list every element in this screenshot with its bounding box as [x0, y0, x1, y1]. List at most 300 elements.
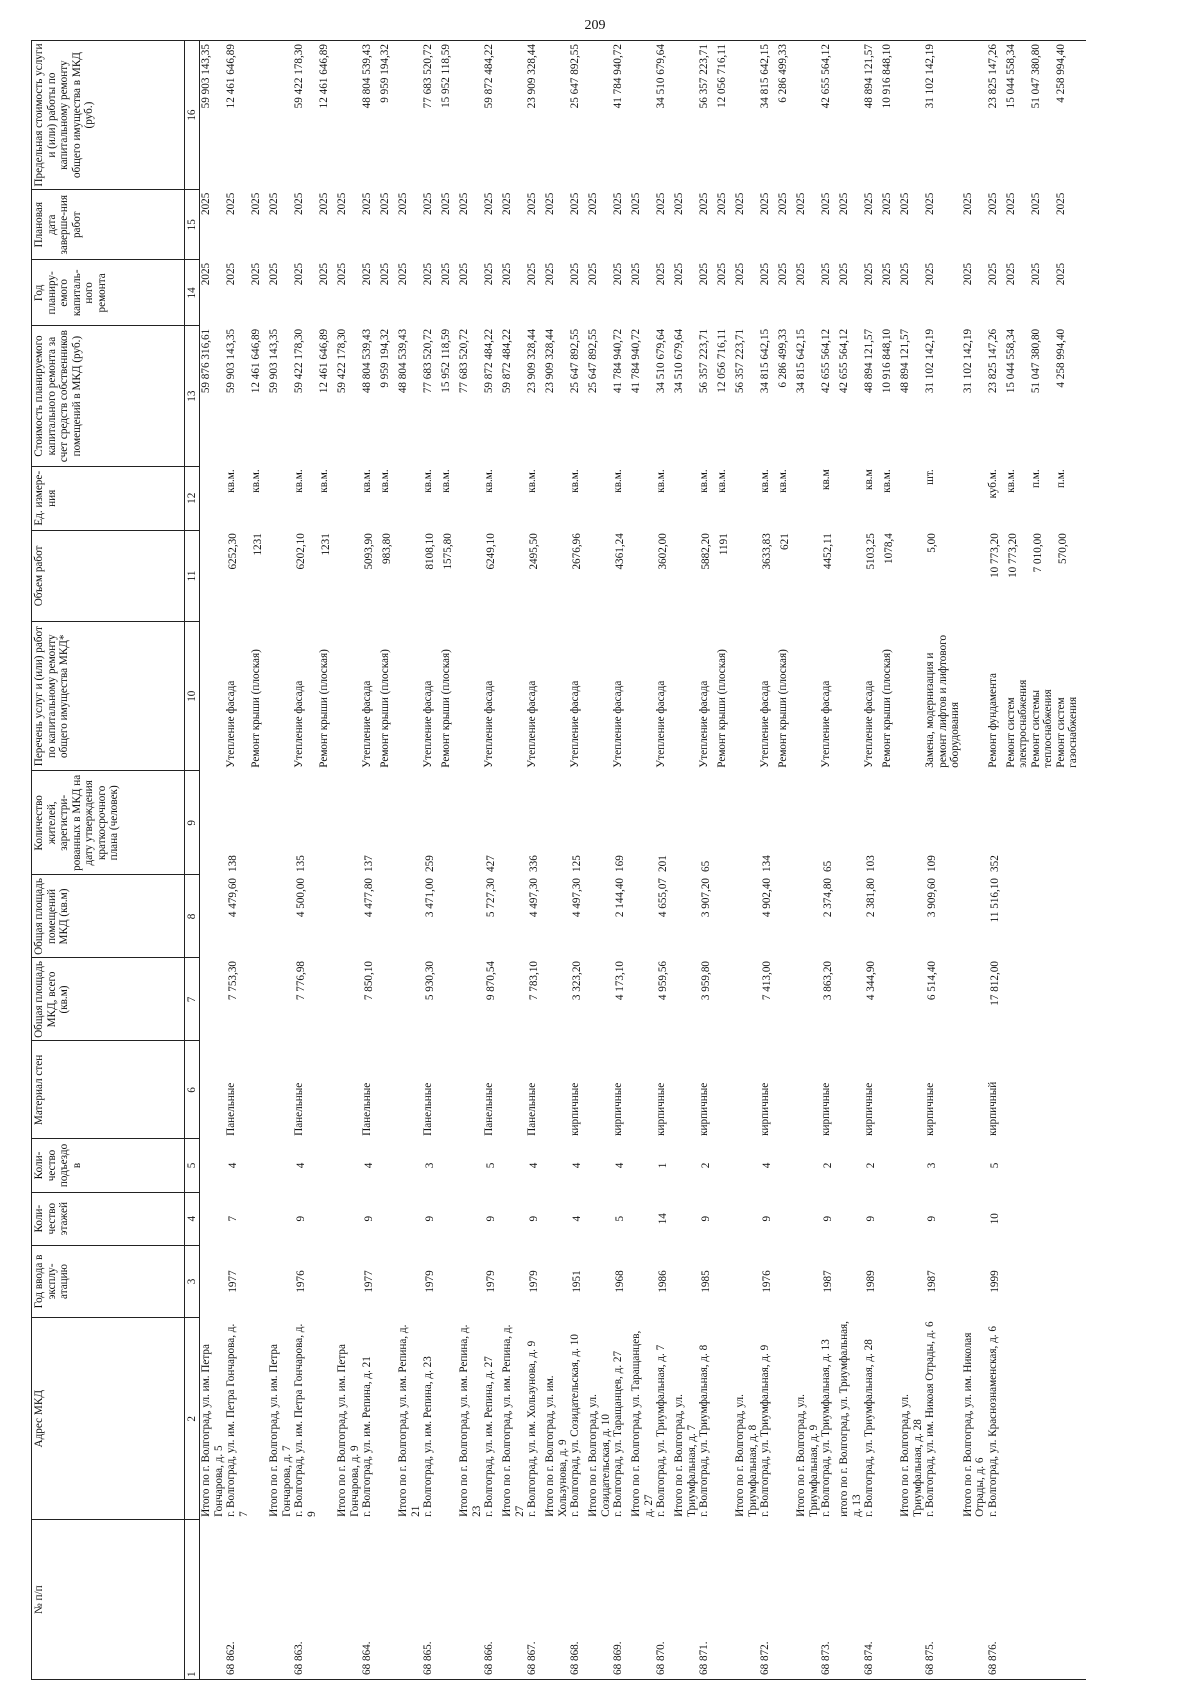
work-unit: кв.м. — [440, 469, 453, 493]
subtotal-row — [587, 41, 612, 1680]
floors-count: 9 — [865, 1215, 878, 1222]
subtotal-cost: 48 894 121,57 — [899, 328, 911, 394]
empty-cell — [200, 1245, 226, 1317]
wall-material: Панельные — [526, 1082, 539, 1136]
wall-material: кирпичные — [698, 1082, 711, 1136]
premises-area: 4 497,30 — [528, 877, 541, 918]
empty-cell — [200, 875, 226, 958]
empty-cell — [268, 622, 293, 771]
empty-cell — [336, 958, 361, 1041]
subtotal-row — [544, 41, 569, 1680]
subtotal-repair-year: 2025 — [458, 262, 471, 286]
house-row — [924, 41, 962, 1680]
wall-material: кирпичные — [759, 1082, 772, 1136]
empty-cell — [630, 1245, 655, 1317]
subtotal-cost-limit — [544, 41, 569, 190]
empty-cell — [962, 530, 987, 622]
subtotal-repair-year: 2025 — [200, 262, 212, 286]
column-number: 1 — [185, 1520, 200, 1680]
subtotal-number-cell — [458, 1520, 483, 1680]
empty-cell — [777, 958, 795, 1041]
work-cost: 31 102 142,19 — [924, 328, 937, 394]
empty-cell — [200, 622, 226, 771]
work-cost: 25 647 892,55 — [569, 328, 582, 394]
work-name: Утепление фасада — [698, 680, 711, 768]
subtotal-cost-limit — [795, 41, 820, 190]
work-unit: шт. — [924, 469, 937, 485]
empty-cell — [777, 1192, 795, 1245]
house-row — [612, 41, 630, 1680]
subtotal-address: Итого по г. Волгоград, ул. им. Репина, д. 23 — [458, 1324, 483, 1517]
subtotal-number-cell — [397, 1520, 422, 1680]
work-name: Ремонт крыши (плоская) — [379, 649, 392, 768]
work-completion-date: 2025 — [612, 192, 625, 215]
empty-cell — [397, 1245, 422, 1317]
house-work-row — [777, 41, 795, 1680]
subtotal-repair-year: 2025 — [501, 262, 514, 286]
empty-cell — [1030, 771, 1055, 875]
empty-cell — [881, 1192, 899, 1245]
house-row — [526, 41, 544, 1680]
empty-cell — [777, 1041, 795, 1139]
subtotal-number-cell — [734, 1520, 759, 1680]
empty-cell — [440, 1318, 458, 1520]
work-completion-date: 2025 — [440, 192, 453, 215]
work-cost-limit: 12 461 646,89 — [225, 41, 250, 190]
residents-count: 169 — [614, 855, 627, 872]
work-repair-year: 2025 — [526, 262, 539, 286]
empty-cell — [716, 1318, 734, 1520]
subtotal-row — [268, 41, 293, 1680]
empty-cell — [734, 1139, 759, 1192]
empty-cell — [1005, 1192, 1030, 1245]
column-number: 11 — [185, 530, 200, 622]
work-cost: 15 952 118,59 — [440, 328, 453, 393]
year-built: 1987 — [822, 1270, 835, 1293]
header-cost: Стоимость планируемого капитального ремонта за счет средств собственников помещений в МКД (руб.) — [32, 326, 185, 466]
year-built: 1976 — [295, 1270, 308, 1293]
empty-cell — [440, 771, 458, 875]
header-year-built: Год ввода в эксплу-атацию — [32, 1245, 185, 1317]
house-address: г. Волгоград, ул. им. Репина, д. 27 — [483, 1356, 496, 1517]
column-number: 4 — [185, 1192, 200, 1245]
subtotal-number-cell — [336, 1520, 361, 1680]
work-completion-date: 2025 — [716, 192, 729, 215]
subtotal-cost: 31 102 142,19 — [961, 328, 974, 394]
empty-cell — [795, 1041, 820, 1139]
empty-cell — [544, 1041, 569, 1139]
work-cost-limit: 6 286 499,33 — [777, 41, 795, 190]
work-repair-year: 2025 — [440, 262, 453, 286]
empty-cell — [673, 1245, 698, 1317]
residents-count: 103 — [865, 855, 878, 872]
house-address: г. Волгоград, ул. Триумфальная, д. 8 — [698, 1344, 711, 1517]
empty-cell — [587, 1192, 612, 1245]
empty-cell — [899, 466, 924, 530]
work-cost: 12 461 646,89 — [318, 328, 331, 394]
empty-cell — [630, 1192, 655, 1245]
empty-cell — [318, 1041, 336, 1139]
empty-cell — [838, 875, 863, 958]
empty-cell — [1055, 875, 1086, 958]
empty-cell — [838, 771, 863, 875]
empty-cell — [336, 875, 361, 958]
work-unit: кв.м. — [293, 469, 306, 493]
row-number: 68 862. — [225, 1520, 250, 1680]
header-volume: Объем работ — [32, 530, 185, 622]
premises-area: 3 471,00 — [424, 877, 437, 918]
empty-cell — [899, 958, 924, 1041]
empty-cell — [716, 1041, 734, 1139]
work-cost: 59 872 484,22 — [483, 328, 496, 394]
empty-cell — [544, 530, 569, 622]
entrances-count: 3 — [926, 1162, 939, 1169]
empty-cell — [379, 771, 397, 875]
house-address: г. Волгоград, ул. Краснознаменская, д. 6 — [986, 1326, 999, 1517]
empty-cell — [777, 1520, 795, 1680]
entrances-count: 5 — [485, 1162, 498, 1169]
floors-count: 9 — [424, 1215, 437, 1222]
entrances-count: 2 — [700, 1162, 713, 1169]
work-cost-limit: 34 815 642,15 — [759, 41, 777, 190]
work-repair-year: 2025 — [716, 262, 729, 286]
empty-cell — [716, 958, 734, 1041]
empty-cell — [838, 1245, 863, 1317]
floors-count: 5 — [614, 1215, 627, 1222]
work-cost-limit: 15 952 118,59 — [440, 41, 458, 190]
row-number: 68 874. — [863, 1520, 881, 1680]
empty-cell — [1030, 1245, 1055, 1317]
work-unit: кв.м. — [361, 469, 374, 493]
house-row — [569, 41, 587, 1680]
work-completion-date: 2025 — [698, 192, 711, 215]
column-number: 14 — [185, 260, 200, 326]
column-number: 2 — [185, 1318, 200, 1520]
work-unit: кв.м. — [526, 469, 539, 493]
empty-cell — [379, 1318, 397, 1520]
subtotal-cost-limit — [268, 41, 293, 190]
empty-cell — [716, 1520, 734, 1680]
empty-cell — [379, 1192, 397, 1245]
subtotal-address: Итого по г. Волгоград, ул. Созидательская, д. 10 — [587, 1394, 612, 1517]
empty-cell — [318, 958, 336, 1041]
total-area: 7 413,00 — [761, 960, 774, 1001]
empty-cell — [962, 1041, 987, 1139]
residents-count: 125 — [571, 855, 584, 872]
subtotal-repair-year: 2025 — [587, 262, 600, 286]
total-area: 6 514,40 — [926, 960, 939, 1001]
work-repair-year: 2025 — [361, 262, 374, 286]
empty-cell — [630, 958, 655, 1041]
empty-cell — [899, 771, 924, 875]
empty-cell — [716, 771, 734, 875]
empty-cell — [734, 1192, 759, 1245]
empty-cell — [881, 1041, 899, 1139]
floors-count: 9 — [295, 1215, 308, 1222]
subtotal-address: Итого по г. Волгоград, ул. Триумфальная, д. 28 — [899, 1394, 924, 1517]
work-completion-date: 2025 — [293, 192, 306, 215]
work-unit: п.м. — [1029, 469, 1042, 488]
total-area: 9 870,54 — [485, 960, 498, 1001]
empty-cell — [734, 875, 759, 958]
subtotal-completion-date: 2025 — [397, 192, 410, 215]
house-row — [422, 41, 440, 1680]
empty-cell — [673, 466, 698, 530]
subtotal-number-cell — [838, 1520, 863, 1680]
work-completion-date: 2025 — [863, 192, 876, 215]
wall-material: Панельные — [225, 1082, 238, 1136]
empty-cell — [200, 1192, 226, 1245]
empty-cell — [673, 1139, 698, 1192]
work-name: Ремонт системы теплоснабжения — [1029, 689, 1055, 768]
empty-cell — [673, 958, 698, 1041]
empty-cell — [777, 1139, 795, 1192]
empty-cell — [962, 466, 987, 530]
residents-count: 137 — [363, 855, 376, 872]
empty-cell — [716, 1139, 734, 1192]
entrances-count: 4 — [363, 1162, 376, 1169]
empty-cell — [881, 771, 899, 875]
page-number: 209 — [584, 18, 606, 33]
empty-cell — [881, 1139, 899, 1192]
house-row — [820, 41, 838, 1680]
empty-cell — [899, 1139, 924, 1192]
empty-cell — [250, 1192, 268, 1245]
subtotal-row — [734, 41, 759, 1680]
work-cost: 59 903 143,35 — [225, 328, 238, 394]
work-name: Утепление фасада — [526, 680, 539, 768]
work-completion-date: 2025 — [759, 192, 772, 215]
empty-cell — [630, 771, 655, 875]
work-volume: 983,80 — [381, 533, 394, 564]
residents-count: 201 — [657, 855, 670, 872]
work-volume: 7 010,00 — [1031, 533, 1044, 573]
empty-cell — [544, 771, 569, 875]
empty-cell — [630, 1041, 655, 1139]
work-name: Утепление фасада — [655, 680, 668, 768]
subtotal-address: Итого по г. Волгоград, ул. им. Репина, д. 21 — [397, 1324, 422, 1517]
empty-cell — [397, 1139, 422, 1192]
subtotal-cost-limit — [397, 41, 422, 190]
work-name: Утепление фасада — [483, 680, 496, 768]
empty-cell — [440, 1041, 458, 1139]
empty-cell — [1030, 1139, 1055, 1192]
empty-cell — [318, 1192, 336, 1245]
empty-cell — [881, 1245, 899, 1317]
entrances-count: 2 — [865, 1162, 878, 1169]
subtotal-repair-year: 2025 — [268, 262, 281, 286]
work-repair-year: 2025 — [483, 262, 496, 286]
total-area: 7 850,10 — [363, 960, 376, 1001]
subtotal-completion-date: 2025 — [899, 192, 911, 215]
column-number: 12 — [185, 466, 200, 530]
work-cost: 12 056 716,11 — [716, 328, 729, 393]
premises-area: 3 907,20 — [700, 877, 713, 918]
work-unit: кв.м. — [422, 469, 435, 493]
work-cost-limit: 25 647 892,55 — [569, 41, 587, 190]
empty-cell — [440, 1192, 458, 1245]
empty-cell — [544, 958, 569, 1041]
column-number: 16 — [185, 41, 200, 190]
year-built: 1979 — [528, 1270, 541, 1293]
empty-cell — [250, 1520, 268, 1680]
house-work-row — [716, 41, 734, 1680]
empty-cell — [318, 771, 336, 875]
house-address: г. Волгоград, ул. Триумфальная, д. 9 — [759, 1344, 772, 1517]
subtotal-repair-year: 2025 — [899, 262, 911, 286]
subtotal-number-cell — [795, 1520, 820, 1680]
subtotal-cost-limit — [587, 41, 612, 190]
house-address: г. Волгоград, ул. им. Никоая Отрады, д. 6 — [924, 1321, 937, 1517]
house-address: г. Волгоград, ул. им. Хользунова, д. 9 — [526, 1340, 539, 1517]
subtotal-repair-year: 2025 — [961, 262, 974, 286]
subtotal-address: Итого по г. Волгоград, ул. Таращанцев, д. 27 — [630, 1330, 655, 1517]
work-volume: 5,00 — [926, 533, 939, 553]
work-cost-limit: 48 894 121,57 — [863, 41, 881, 190]
empty-cell — [1055, 1520, 1086, 1680]
empty-cell — [962, 875, 987, 958]
empty-cell — [716, 1245, 734, 1317]
floors-count: 10 — [988, 1213, 1001, 1225]
work-volume: 4361,24 — [614, 533, 627, 570]
empty-cell — [501, 1192, 526, 1245]
subtotal-address: Итого по г. Волгоград, ул. им. Репина, д. 27 — [501, 1324, 526, 1517]
entrances-count: 4 — [528, 1162, 541, 1169]
work-cost-limit: 59 872 484,22 — [483, 41, 501, 190]
work-cost-limit: 51 047 380,80 — [1030, 41, 1055, 190]
floors-count: 9 — [485, 1215, 498, 1222]
row-number: 68 864. — [361, 1520, 379, 1680]
subtotal-cost: 48 804 539,43 — [397, 328, 410, 394]
empty-cell — [1005, 771, 1030, 875]
empty-cell — [734, 530, 759, 622]
work-volume: 1231 — [320, 533, 333, 556]
house-row — [987, 41, 1005, 1680]
residents-count: 427 — [485, 855, 498, 872]
wall-material: Панельные — [483, 1082, 496, 1136]
empty-cell — [397, 1041, 422, 1139]
work-name: Утепление фасада — [225, 680, 238, 768]
empty-cell — [899, 622, 924, 771]
wall-material: кирпичные — [863, 1082, 876, 1136]
empty-cell — [268, 958, 293, 1041]
subtotal-repair-year: 2025 — [544, 262, 557, 286]
work-name: Утепление фасада — [863, 680, 876, 768]
premises-area: 3 909,60 — [926, 877, 939, 918]
empty-cell — [501, 1139, 526, 1192]
subtotal-number-cell — [962, 1520, 987, 1680]
empty-cell — [501, 1041, 526, 1139]
empty-cell — [962, 1245, 987, 1317]
subtotal-row — [962, 41, 987, 1680]
residents-count: 134 — [761, 855, 774, 872]
work-volume: 621 — [779, 533, 792, 550]
header-row — [32, 41, 185, 1680]
entrances-count: 3 — [424, 1162, 437, 1169]
subtotal-number-cell — [587, 1520, 612, 1680]
empty-cell — [587, 1245, 612, 1317]
row-number: 68 868. — [569, 1520, 587, 1680]
house-work-row — [440, 41, 458, 1680]
work-repair-year: 2025 — [698, 262, 711, 286]
work-repair-year: 2025 — [986, 262, 999, 286]
empty-cell — [397, 466, 422, 530]
empty-cell — [1005, 875, 1030, 958]
empty-cell — [501, 958, 526, 1041]
total-area: 3 863,20 — [822, 960, 835, 1001]
wall-material: Панельные — [361, 1082, 374, 1136]
empty-cell — [1030, 875, 1055, 958]
work-repair-year: 2025 — [820, 262, 833, 286]
work-cost: 10 916 848,10 — [881, 328, 894, 394]
subtotal-completion-date: 2025 — [961, 192, 974, 215]
column-number: 3 — [185, 1245, 200, 1317]
empty-cell — [1005, 958, 1030, 1041]
subtotal-cost-limit: 59 903 143,35 — [200, 41, 226, 190]
header-completion-date: Плановая дата заверше-ния работ — [32, 190, 185, 260]
subtotal-cost-limit — [630, 41, 655, 190]
floors-count: 4 — [571, 1215, 584, 1222]
work-cost: 48 894 121,57 — [863, 328, 876, 394]
empty-cell — [1055, 1318, 1086, 1520]
subtotal-completion-date: 2025 — [200, 192, 212, 215]
residents-count: 65 — [822, 860, 835, 872]
work-name: Ремонт систем газоснабжения — [1054, 696, 1080, 768]
empty-cell — [336, 771, 361, 875]
empty-cell — [250, 875, 268, 958]
subtotal-repair-year: 2025 — [795, 262, 808, 286]
subtotal-row — [630, 41, 655, 1680]
house-address: г. Волгоград, ул. им. Репина, д. 21 — [361, 1356, 374, 1517]
header-total-area: Общая площадь МКД, всего (кв.м) — [32, 958, 185, 1041]
empty-cell — [962, 1192, 987, 1245]
empty-cell — [440, 1245, 458, 1317]
work-volume: 3602,00 — [657, 533, 670, 570]
house-row — [863, 41, 881, 1680]
empty-cell — [379, 1139, 397, 1192]
empty-cell — [1055, 1192, 1086, 1245]
house-work-row — [1030, 41, 1055, 1680]
empty-cell — [962, 958, 987, 1041]
work-volume: 6252,30 — [227, 533, 240, 570]
column-number: 15 — [185, 190, 200, 260]
empty-cell — [881, 875, 899, 958]
empty-cell — [587, 771, 612, 875]
work-name: Утепление фасада — [293, 680, 306, 768]
empty-cell — [336, 1041, 361, 1139]
subtotal-cost: 25 647 892,55 — [587, 328, 600, 394]
year-built: 1977 — [363, 1270, 376, 1293]
empty-cell — [587, 1139, 612, 1192]
house-row — [759, 41, 777, 1680]
header-unit: Ед. измере-ния — [32, 466, 185, 530]
work-repair-year: 2025 — [318, 262, 331, 286]
work-unit: кв.м. — [569, 469, 582, 493]
empty-cell — [734, 466, 759, 530]
empty-cell — [1030, 1192, 1055, 1245]
subtotal-cost-limit — [501, 41, 526, 190]
empty-cell — [838, 1041, 863, 1139]
empty-cell — [318, 1318, 336, 1520]
entrances-count: 5 — [988, 1162, 1001, 1169]
work-volume: 3633,83 — [761, 533, 774, 570]
year-built: 1987 — [926, 1270, 939, 1293]
empty-cell — [716, 1192, 734, 1245]
empty-cell — [1055, 771, 1086, 875]
empty-cell — [268, 530, 293, 622]
work-cost: 23 909 328,44 — [526, 328, 539, 394]
work-unit: п.м. — [1054, 469, 1067, 488]
